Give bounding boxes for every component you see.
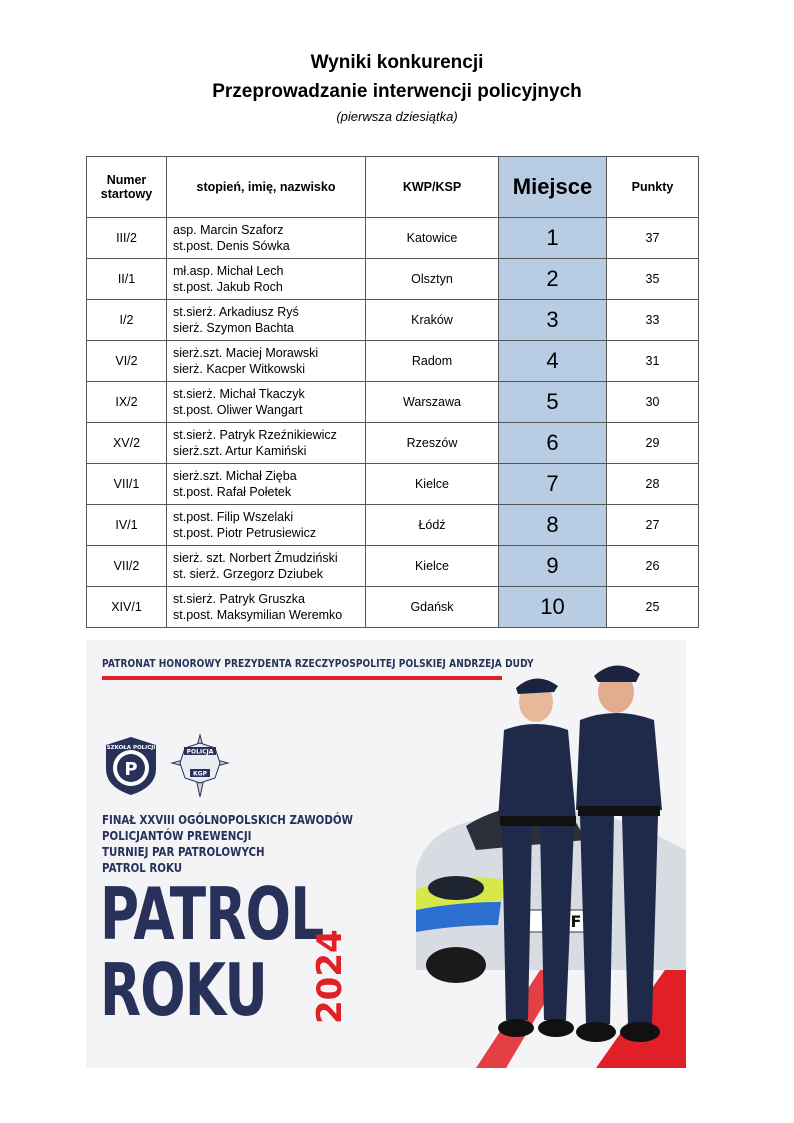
cell-names xyxy=(167,423,366,464)
cell-unit: Gdańsk xyxy=(366,587,499,628)
poster-year: 2024 xyxy=(310,929,350,1024)
cell-start-number: VI/2 xyxy=(87,341,167,382)
badge1-text: SZKOŁA POLICJI xyxy=(106,745,156,751)
cell-points: 27 xyxy=(607,505,699,546)
cell-place: 5 xyxy=(499,382,607,423)
cell-place: 1 xyxy=(499,218,607,259)
poster-headline-patrol: PATROL xyxy=(100,872,324,956)
name-line-1: st.sierż. Patryk Rzeźnikiewicz xyxy=(173,428,337,442)
cell-unit: Łódź xyxy=(366,505,499,546)
final-line-2: POLICJANTÓW PREWENCJI xyxy=(102,828,252,843)
header-start-number: Numer startowy xyxy=(87,157,167,218)
cell-unit: Warszawa xyxy=(366,382,499,423)
name-line-1: st.sierż. Arkadiusz Ryś xyxy=(173,305,299,319)
table-row xyxy=(87,341,699,382)
cell-place: 6 xyxy=(499,423,607,464)
name-line-1: asp. Marcin Szaforz xyxy=(173,223,284,237)
cell-points: 29 xyxy=(607,423,699,464)
poster-headline-roku: ROKU xyxy=(100,948,267,1032)
cell-start-number: VII/2 xyxy=(87,546,167,587)
cell-start-number: XIV/1 xyxy=(87,587,167,628)
page-note: (pierwsza dziesiątka) xyxy=(336,109,458,124)
cell-points: 25 xyxy=(607,587,699,628)
cell-unit: Kielce xyxy=(366,464,499,505)
page-subtitle: Przeprowadzanie interwencji policyjnych xyxy=(212,81,582,102)
cell-points: 28 xyxy=(607,464,699,505)
table-header-row xyxy=(87,157,699,218)
cell-start-number: XV/2 xyxy=(87,423,167,464)
cell-names xyxy=(167,382,366,423)
police-school-badge-icon xyxy=(102,735,160,797)
name-line-2: st.post. Piotr Petrusiewicz xyxy=(173,526,317,540)
cell-unit: Katowice xyxy=(366,218,499,259)
name-line-1: sierż. szt. Norbert Żmudziński xyxy=(173,551,338,565)
table-row xyxy=(87,382,699,423)
police-star-badge-icon xyxy=(170,733,230,799)
name-line-2: sierż. Szymon Bachta xyxy=(173,321,294,335)
name-line-1: sierż.szt. Michał Zięba xyxy=(173,469,297,483)
name-line-2: st.post. Maksymilian Weremko xyxy=(173,608,343,622)
cell-points: 35 xyxy=(607,259,699,300)
cell-start-number: VII/1 xyxy=(87,464,167,505)
cell-unit: Olsztyn xyxy=(366,259,499,300)
cell-unit: Kielce xyxy=(366,546,499,587)
cell-start-number: I/2 xyxy=(87,300,167,341)
name-line-2: st.post. Denis Sówka xyxy=(173,239,290,253)
header-names: stopień, imię, nazwisko xyxy=(167,157,366,218)
name-line-1: st.post. Filip Wszelaki xyxy=(173,510,294,524)
cell-names xyxy=(167,218,366,259)
cell-place: 7 xyxy=(499,464,607,505)
table-row xyxy=(87,259,699,300)
final-line-3: TURNIEJ PAR PATROLOWYCH xyxy=(102,844,265,859)
cell-unit: Rzeszów xyxy=(366,423,499,464)
cell-start-number: III/2 xyxy=(87,218,167,259)
badge1-letter: P xyxy=(124,759,138,780)
cell-place: 10 xyxy=(499,587,607,628)
cell-names xyxy=(167,341,366,382)
badge2-top: POLICJA xyxy=(186,748,214,756)
table-row xyxy=(87,300,699,341)
final-description xyxy=(102,812,353,876)
table-row xyxy=(87,546,699,587)
name-line-2: st.post. Rafał Połetek xyxy=(173,485,292,499)
name-line-1: sierż.szt. Maciej Morawski xyxy=(173,346,319,360)
final-line-4: PATROL ROKU xyxy=(102,860,183,875)
police-officers-photo xyxy=(416,640,686,1068)
badge2-bottom: KGP xyxy=(193,770,207,778)
cell-names xyxy=(167,546,366,587)
name-line-2: st. sierż. Grzegorz Dziubek xyxy=(173,567,324,581)
cell-names xyxy=(167,300,366,341)
cell-start-number: II/1 xyxy=(87,259,167,300)
cell-names xyxy=(167,505,366,546)
event-poster xyxy=(86,640,686,1068)
header-unit: KWP/KSP xyxy=(366,157,499,218)
cell-place: 4 xyxy=(499,341,607,382)
name-line-2: st.post. Jakub Roch xyxy=(173,280,283,294)
patronage-text: PATRONAT HONOROWY PREZYDENTA RZECZYPOSPOLITEJ POLSKIEJ ANDRZEJA DUDY xyxy=(102,658,534,670)
name-line-1: st.sierż. Michał Tkaczyk xyxy=(173,387,305,401)
name-line-2: st.post. Oliwer Wangart xyxy=(173,403,303,417)
cell-start-number: IV/1 xyxy=(87,505,167,546)
cell-unit: Kraków xyxy=(366,300,499,341)
results-table xyxy=(86,156,699,628)
cell-place: 8 xyxy=(499,505,607,546)
final-line-1: FINAŁ XXVIII OGÓLNOPOLSKICH ZAWODÓW xyxy=(102,812,353,827)
cell-place: 2 xyxy=(499,259,607,300)
name-line-1: mł.asp. Michał Lech xyxy=(173,264,284,278)
name-line-2: sierż.szt. Artur Kamiński xyxy=(173,444,307,458)
table-row xyxy=(87,218,699,259)
page-title: Wyniki konkurencji xyxy=(310,52,484,73)
name-line-1: st.sierż. Patryk Gruszka xyxy=(173,592,305,606)
cell-points: 33 xyxy=(607,300,699,341)
cell-place: 9 xyxy=(499,546,607,587)
table-row xyxy=(87,587,699,628)
name-line-2: sierż. Kacper Witkowski xyxy=(173,362,305,376)
cell-points: 31 xyxy=(607,341,699,382)
cell-start-number: IX/2 xyxy=(87,382,167,423)
cell-names xyxy=(167,464,366,505)
table-row xyxy=(87,423,699,464)
header-points: Punkty xyxy=(607,157,699,218)
header-place: Miejsce xyxy=(499,157,607,218)
cell-points: 30 xyxy=(607,382,699,423)
cell-names xyxy=(167,259,366,300)
table-row xyxy=(87,464,699,505)
cell-names xyxy=(167,587,366,628)
cell-unit: Radom xyxy=(366,341,499,382)
table-row xyxy=(87,505,699,546)
cell-points: 26 xyxy=(607,546,699,587)
plate-text: F xyxy=(570,912,582,931)
cell-place: 3 xyxy=(499,300,607,341)
cell-points: 37 xyxy=(607,218,699,259)
